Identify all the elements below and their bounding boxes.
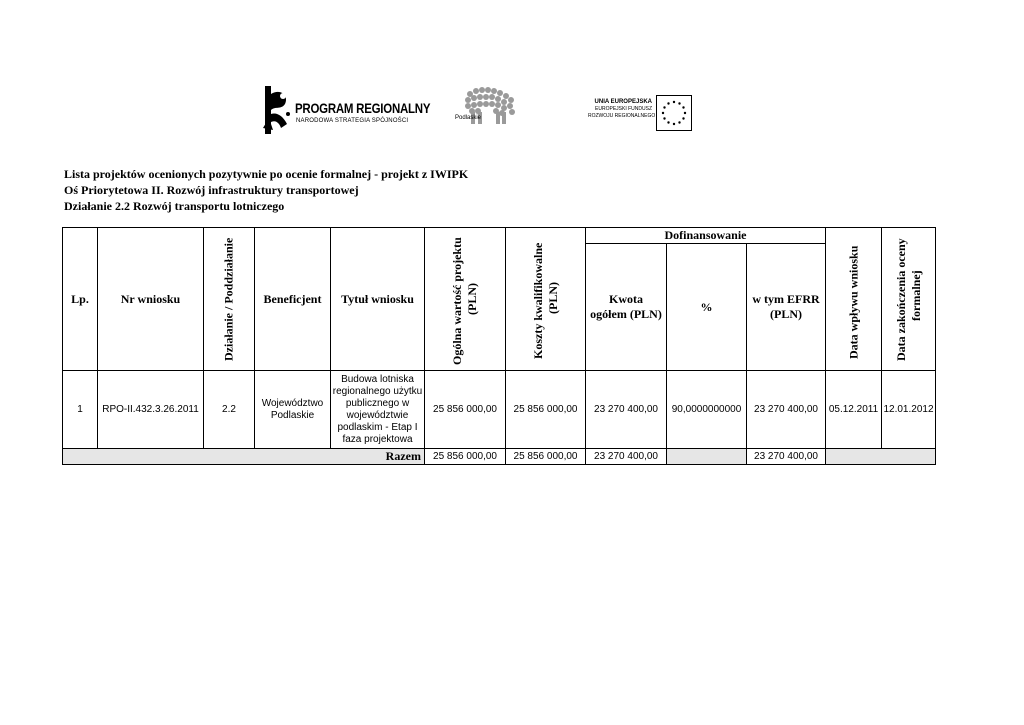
document-heading	[64, 166, 468, 214]
eu-text	[588, 99, 656, 120]
header-efrr-line-1: w tym EFRR	[752, 292, 820, 306]
cell-dzialanie: 2.2	[204, 371, 255, 449]
header-koszty-line-1: Koszty kwalifikowalne	[530, 242, 545, 359]
program-regionalny-subtitle: NARODOWA STRATEGIA SPÓJNOŚCI	[296, 118, 409, 124]
total-row	[63, 449, 936, 465]
cell-tytul-line-6: faza projektowa	[342, 433, 413, 445]
cell-efrr: 23 270 400,00	[747, 371, 826, 449]
eu-line2: EUROPEJSKI FUNDUSZ	[595, 106, 652, 112]
header-row-1	[63, 228, 936, 244]
cell-tytul-line-2: regionalnego użytku	[332, 385, 423, 397]
total-empty	[826, 449, 936, 465]
header-koszty-line-2: (PLN)	[545, 282, 560, 314]
eu-line3: ROZWOJU REGIONALNEGO	[588, 113, 656, 119]
header-kwota	[586, 244, 667, 371]
cell-tytul	[331, 371, 425, 449]
header-data-wplywu-label: Data wpływu wniosku	[846, 245, 860, 359]
header-kwota-line-2: ogółem (PLN)	[590, 307, 662, 321]
cell-procent: 90,0000000000	[667, 371, 747, 449]
cell-beneficjent-line-2: Podlaskie	[270, 409, 315, 421]
cell-beneficjent	[255, 371, 331, 449]
header-ogolna-wartosc	[425, 228, 506, 371]
header-dofinansowanie: Dofinansowanie	[586, 228, 826, 244]
table-row	[63, 371, 936, 449]
cell-data-zak: 12.01.2012	[882, 371, 936, 449]
header-dzialanie	[204, 228, 255, 371]
cell-kwota: 23 270 400,00	[586, 371, 667, 449]
header-beneficjent: Beneficjent	[255, 228, 331, 371]
header-ogolna-line-2: (PLN)	[465, 283, 479, 315]
header-kwota-line-1: Kwota	[609, 292, 643, 306]
podlaskie-label: Podlaskie	[455, 115, 482, 121]
header-data-zak-line-2: formalnej	[908, 270, 923, 321]
header-dzialanie-label: Działanie / Poddziałanie	[221, 237, 236, 361]
header-procent: %	[667, 244, 747, 371]
heading-line-3: Działanie 2.2 Rozwój transportu lotniczego	[64, 199, 285, 213]
eu-flag-icon	[656, 95, 692, 131]
cell-lp: 1	[63, 371, 98, 449]
cell-beneficjent-line-1: Województwo	[261, 397, 324, 409]
cell-tytul-line-3: publicznego w	[345, 397, 410, 409]
eu-line1: UNIA EUROPEJSKA	[594, 99, 652, 105]
cell-tytul-line-1: Budowa lotniska	[341, 373, 414, 385]
projects-table	[62, 227, 936, 465]
header-data-zak-line-1: Data zakończenia oceny	[893, 238, 908, 361]
podlaskie-logo	[452, 84, 522, 130]
cell-koszty: 25 856 000,00	[506, 371, 586, 449]
program-regionalny-title: PROGRAM REGIONALNY	[295, 100, 431, 116]
cell-nr-wniosku: RPO-II.432.3.26.2011	[98, 371, 204, 449]
header-nr-wniosku: Nr wniosku	[98, 228, 204, 371]
total-ogolna: 25 856 000,00	[425, 449, 506, 465]
total-efrr: 23 270 400,00	[747, 449, 826, 465]
program-regionalny-emblem-icon	[263, 84, 293, 136]
total-kwota: 23 270 400,00	[586, 449, 667, 465]
cell-ogolna: 25 856 000,00	[425, 371, 506, 449]
heading-line-1: Lista projektów ocenionych pozytywnie po ocenie formalnej - projekt z IWIPK	[64, 167, 469, 181]
header-efrr-line-2: (PLN)	[770, 307, 802, 321]
header-lp: Lp.	[63, 228, 98, 371]
total-label: Razem	[63, 449, 425, 465]
header-ogolna-line-1: Ogólna wartość projektu	[450, 237, 464, 365]
eu-logo	[588, 95, 698, 131]
cell-tytul-line-4: województwie	[346, 409, 409, 421]
cell-tytul-line-5: podlaskim - Etap I	[337, 421, 418, 433]
total-procent	[667, 449, 747, 465]
header-efrr	[747, 244, 826, 371]
total-koszty: 25 856 000,00	[506, 449, 586, 465]
heading-line-2: Oś Priorytetowa II. Rozwój infrastruktury transportowej	[64, 183, 359, 197]
header-data-zakonczenia	[882, 228, 936, 371]
program-regionalny-logo	[263, 84, 431, 136]
cell-data-wplywu: 05.12.2011	[826, 371, 882, 449]
header-tytul: Tytuł wniosku	[331, 228, 425, 371]
header-data-wplywu	[826, 228, 882, 371]
header-koszty-kwalifikowalne	[506, 228, 586, 371]
